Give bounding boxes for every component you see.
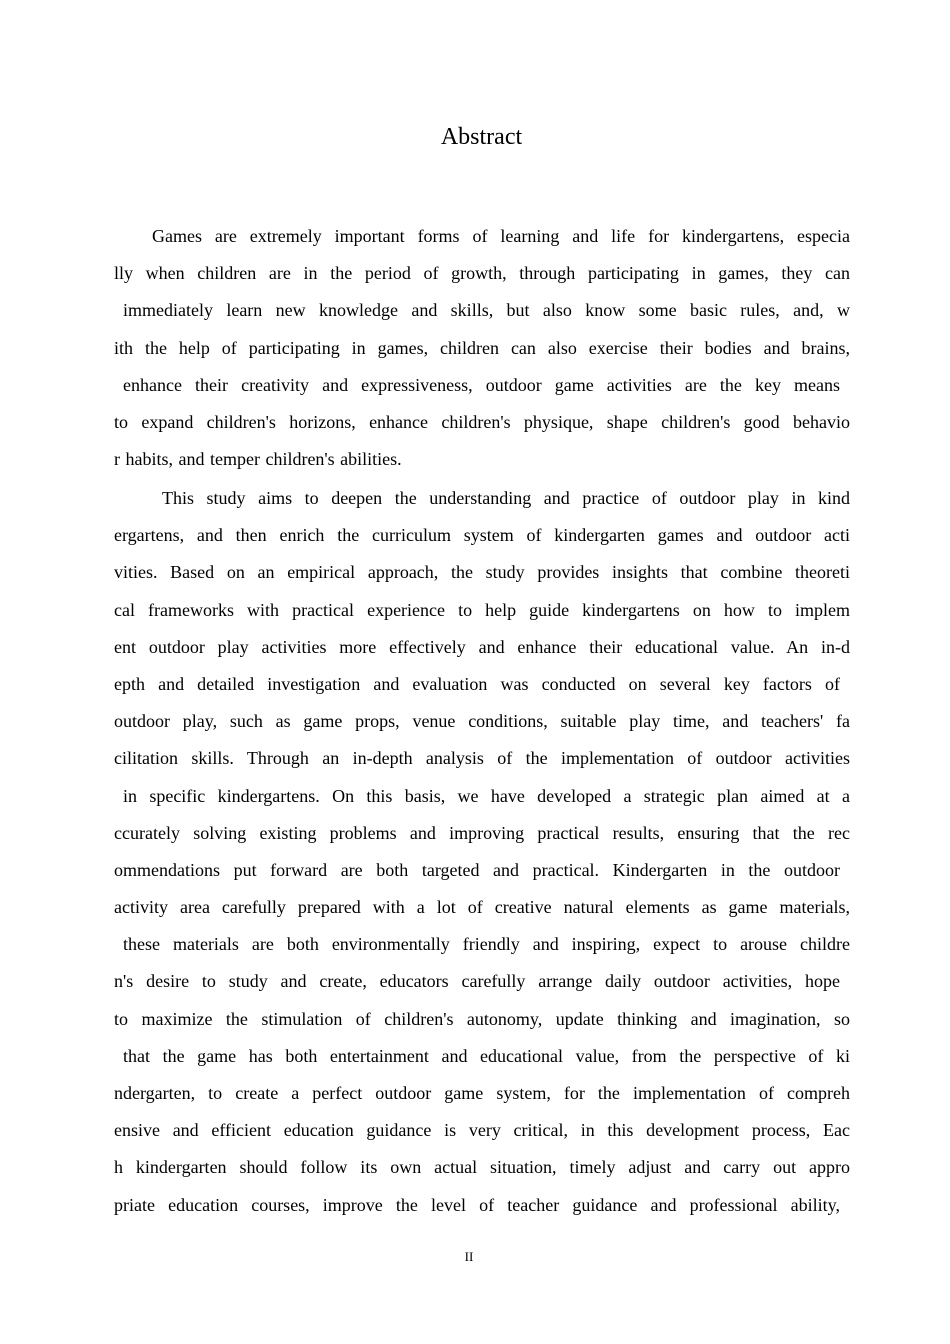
text-line-content: outdoor play, such as game props, venue conditions, suitable play time, and teachers' fa [114,711,850,732]
text-line-content: ndergarten, to create a perfect outdoor game system, for the implementation of compreh [114,1083,850,1103]
text-line [114,218,850,255]
text-line [114,1001,850,1038]
text-line [114,1075,850,1112]
text-line [114,441,850,478]
text-line [114,666,850,703]
text-line-content: r habits, and temper children's abilities. [114,449,402,470]
text-line [114,404,850,441]
text-line [114,852,850,889]
text-line-content: vities. Based on an empirical approach, the study provides insights that combine theoreti [114,562,850,583]
text-line-content: these materials are both environmentally friendly and inspiring, expect to arouse childre [123,934,850,955]
text-line [114,926,850,963]
page-title: Abstract [440,124,523,150]
text-line-content: in specific kindergartens. On this basis, we have developed a strategic plan aimed at a [123,785,850,806]
text-line [114,1112,850,1149]
text-line [114,330,850,367]
text-line-content: cal frameworks with practical experience to help guide kindergartens on how to implem [114,599,850,620]
text-line-content: epth and detailed investigation and evaluation was conducted on several key factors of [114,673,840,694]
page-number: II [464,1249,474,1264]
text-line-content: that the game has both entertainment and educational value, from the perspective of ki [123,1045,850,1066]
text-line-content: ccurately solving existing problems and improving practical results, ensuring that the rec [114,822,850,843]
text-line-content: immediately learn new knowledge and skills, but also know some basic rules, and, w [123,300,850,321]
text-line [114,554,850,591]
text-line-content: cilitation skills. Through an in-depth analysis of the implementation of outdoor activities [114,748,850,769]
text-line [114,255,850,292]
text-line [114,703,850,740]
text-line-content: enhance their creativity and expressiveness, outdoor game activities are the key means [123,374,840,395]
text-line-content: activity area carefully prepared with a lot of creative natural elements as game materials, [114,897,850,918]
abstract-paragraph-1 [114,218,850,478]
text-line [114,815,850,852]
text-line-content: to expand children's horizons, enhance children's physique, shape children's good behavio [114,411,850,432]
text-line [114,629,850,666]
text-line [114,889,850,926]
text-line-content: to maximize the stimulation of children's autonomy, update thinking and imagination, so [114,1008,850,1029]
text-line [114,778,850,815]
text-line-content: priate education courses, improve the level of teacher guidance and professional ability, [114,1194,840,1215]
text-line-content: h kindergarten should follow its own actual situation, timely adjust and carry out appro [114,1157,850,1178]
text-line-content: ommendations put forward are both targeted and practical. Kindergarten in the outdoor [114,859,840,880]
text-line-content: ergartens, and then enrich the curriculum system of kindergarten games and outdoor acti [114,525,850,546]
text-line [114,963,850,1000]
text-line [114,740,850,777]
text-line-content: ith the help of participating in games, children can also exercise their bodies and brains, [114,337,850,358]
text-line [114,1187,850,1224]
text-line [114,480,850,517]
text-line [114,517,850,554]
text-line-content: ent outdoor play activities more effectively and enhance their educational value. An in-d [114,636,850,657]
text-line-content: Games are extremely important forms of learning and life for kindergartens, especia [152,226,850,246]
text-line [114,1149,850,1186]
text-line [114,367,850,404]
text-line-content: This study aims to deepen the understanding and practice of outdoor play in kind [162,488,850,508]
text-line [114,292,850,329]
text-line-content: lly when children are in the period of growth, through participating in games, they can [114,263,850,284]
text-line [114,592,850,629]
abstract-paragraph-2 [114,480,850,1224]
text-line-content: n's desire to study and create, educators carefully arrange daily outdoor activities, hope [114,971,840,992]
text-line [114,1038,850,1075]
text-line-content: ensive and efficient education guidance is very critical, in this development process, Eac [114,1120,850,1141]
